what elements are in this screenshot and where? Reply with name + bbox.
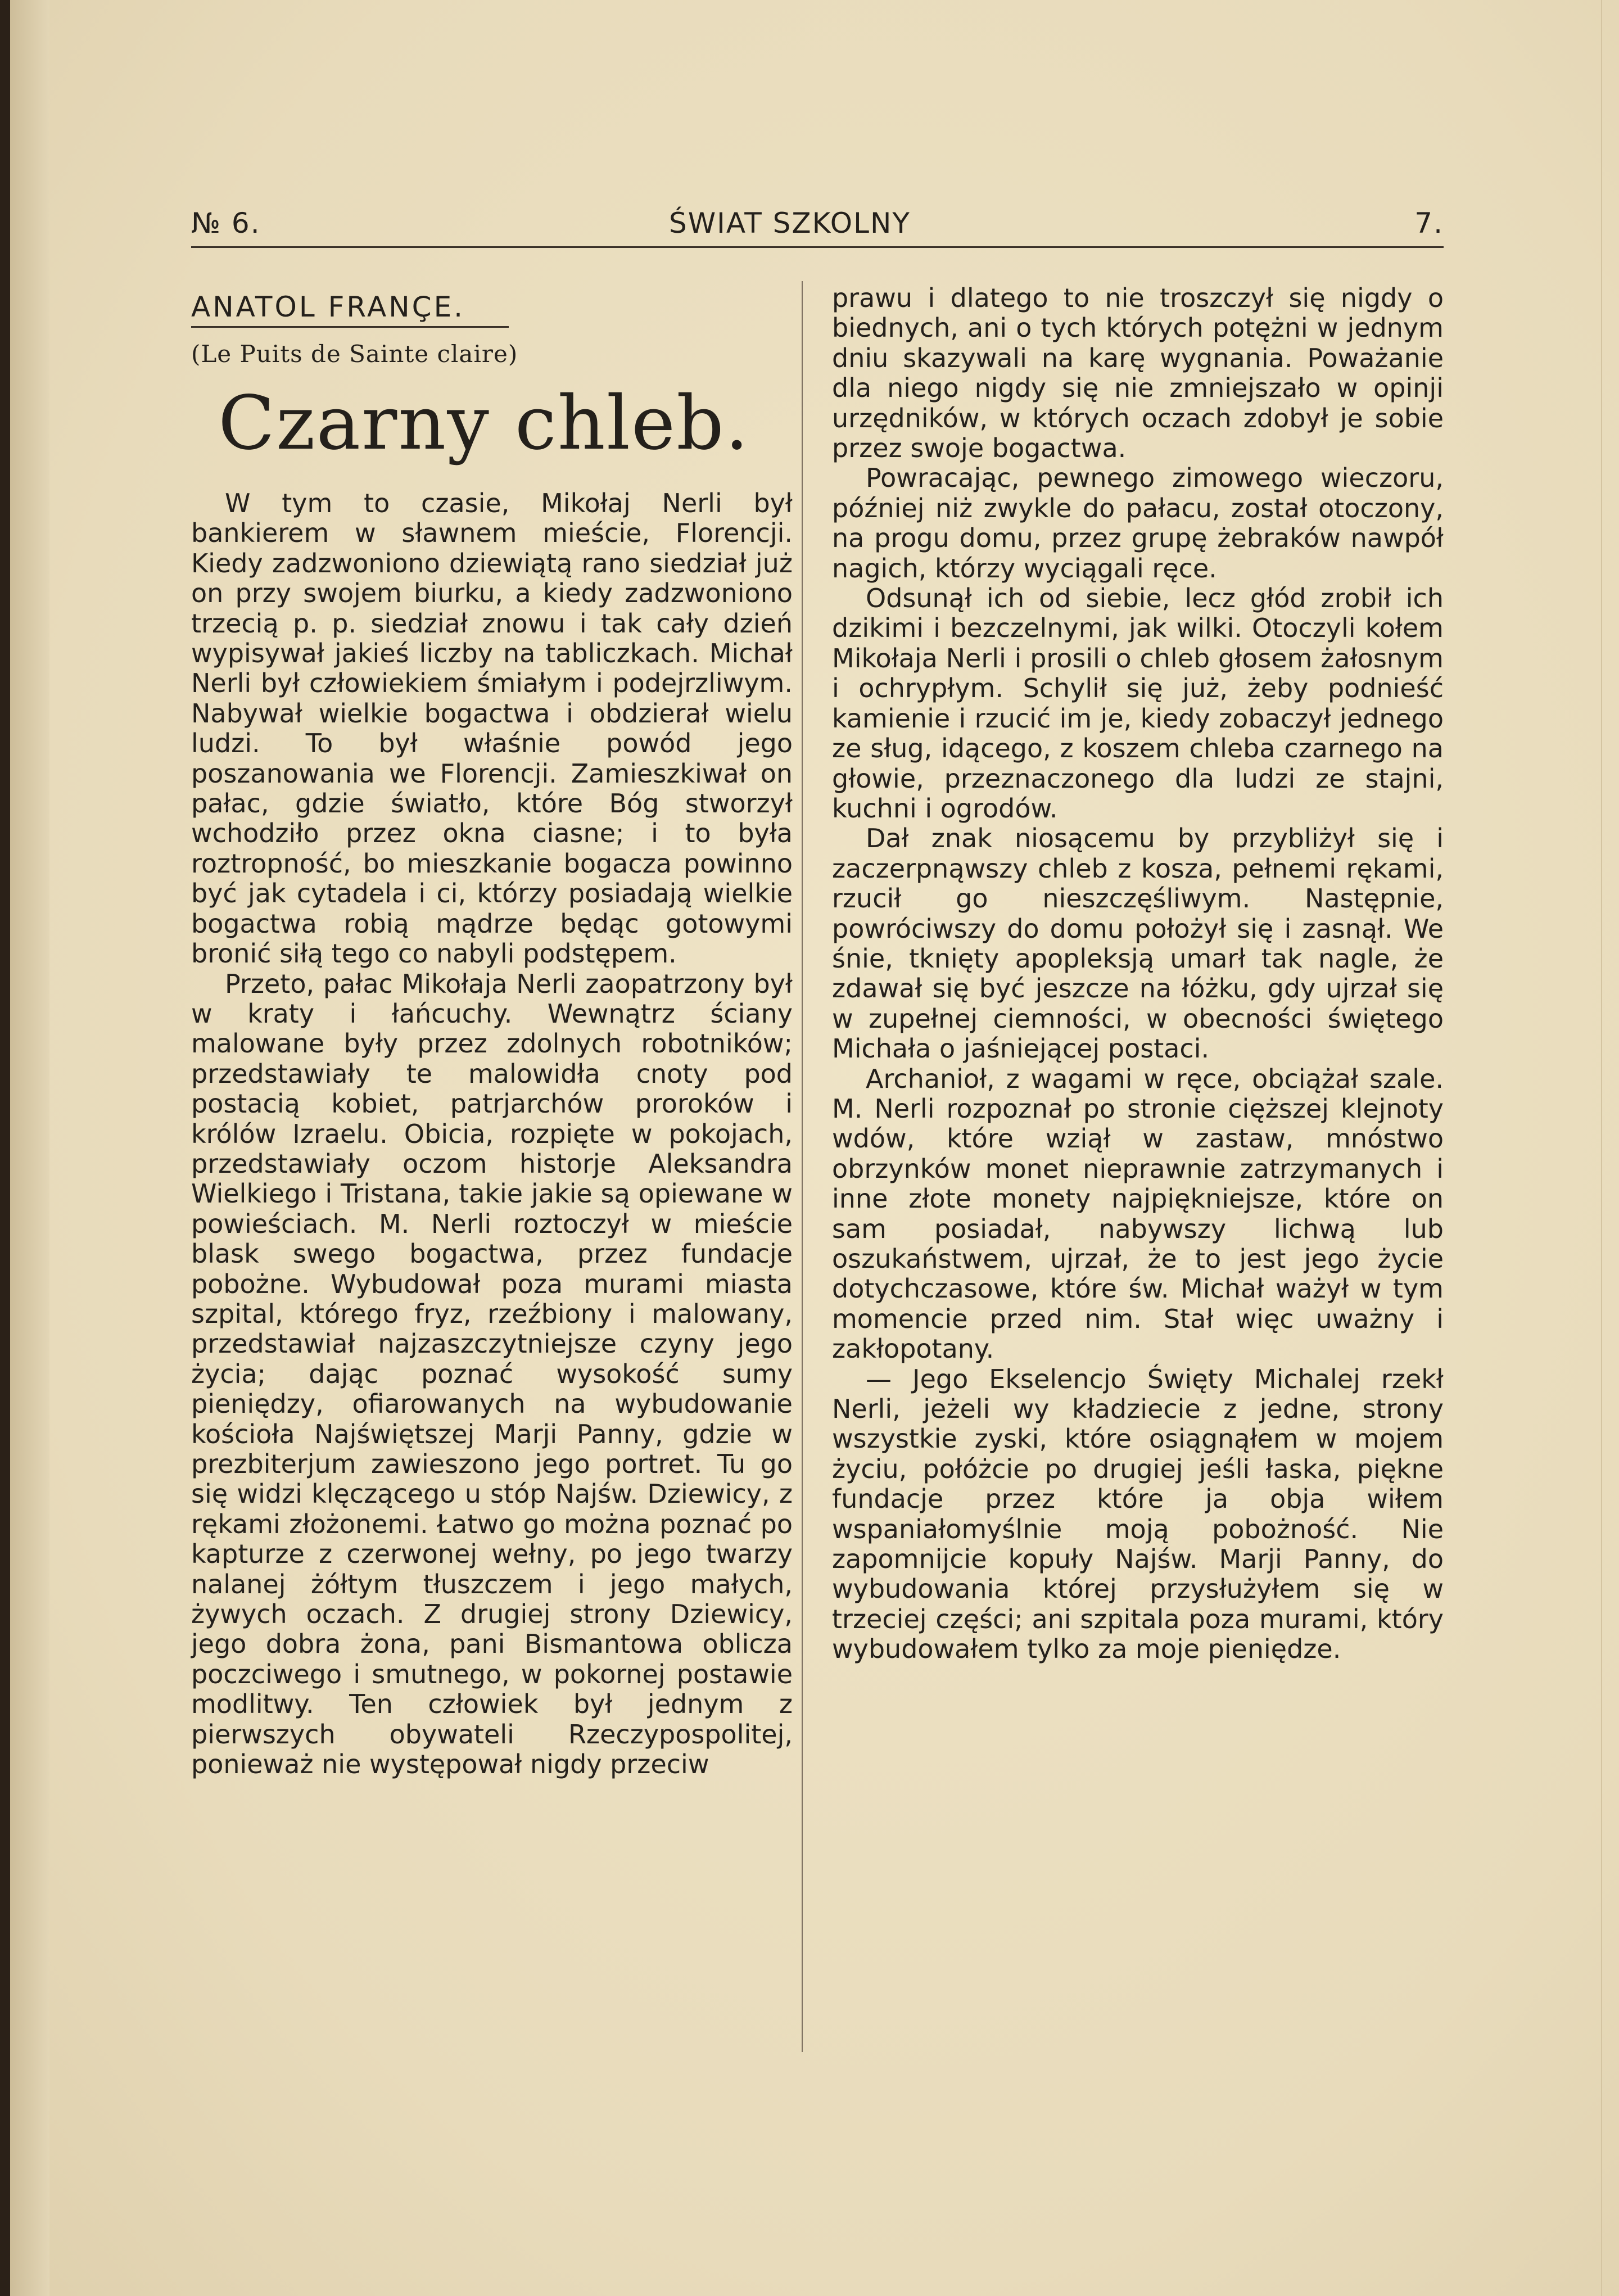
- article-source: (Le Puits de Sainte claire): [191, 340, 518, 368]
- magazine-title: ŚWIAT SZKOLNY: [669, 207, 911, 239]
- paragraph: Archanioł, z wagami w ręce, obciążał szale. M. Nerli rozpoznał po stronie cięższej klejnoty wdów, które wziął w zastaw, mnóstwo obrzynków monet nieprawnie zatrzymanych i inne złote monety najpiękniejsze, które on sam posiadał, nabywszy lichwą lub oszukaństwem, ujrzał, że to jest jego życie dotychczasowe, które św. Michał ważył w tym momencie przed nim. Stał więc uważny i zakłopotany.: [832, 1063, 1444, 1364]
- paragraph: W tym to czasie, Mikołaj Nerli był bankierem w sławnem mieście, Florencji. Kiedy zadzwoniono dziewiątą rano siedział już on przy swojem biurku, a kiedy zadzwoniono trzecią p. p. siedział znowu i tak cały dzień wypisywał jakieś liczby na tabliczkach. Michał Nerli był człowiekiem śmiałym i podejrzliwym. Nabywał wielkie bogactwa i obdzierał wielu ludzi. To był właśnie powód jego poszanowania we Florencji. Zamieszkiwał on pałac, gdzie światło, które Bóg stworzył wchodziło przez okna ciasne; i to była roztropność, bo mieszkanie bogacza powinno być jak cytadela i ci, którzy posiadają wielkie bogactwa robią mądrze będąc gotowymi bronić siłą tego co nabyli podstępem.: [191, 488, 793, 969]
- newspaper-page: [10, 0, 1619, 2296]
- paragraph: prawu i dlatego to nie troszczył się nigdy o biednych, ani o tych których potężni w jednym dniu skazywali na karę wygnania. Poważanie dla niego nigdy się nie zmniejszało w opinji urzędników, w których oczach zdobył je sobie przez swoje bogactwa.: [832, 283, 1444, 464]
- paragraph: Przeto, pałac Mikołaja Nerli zaopatrzony był w kraty i łańcuchy. Wewnątrz ściany malowane były przez zdolnych robotników; przedstawiały te malowidła cnoty pod postacią kobiet, patrjarchów proroków i królów Izraelu. Obicia, rozpięte w pokojach, przedstawiały oczom historje Aleksandra Wielkiego i Tristana, takie jakie są opiewane w powieściach. M. Nerli roztoczył w mieście blask swego bogactwa, przez fundacje pobożne. Wybudował poza murami miasta szpital, którego fryz, rzeźbiony i malowany, przedstawiał najzaszczytniejsze czyny jego życia; dając poznać wysokość sumy pieniędzy, ofiarowanych na wybudowanie kościoła Najświętszej Marji Panny, gdzie w prezbiterjum zawieszono jego portret. Tu go się widzi klęczącego u stóp Najśw. Dziewicy, z rękami złożonemi. Łatwo go można poznać po kapturze z czerwonej wełny, po jego twarzy nalanej żółtym tłuszczem i jego małych, żywych oczach. Z drugiej strony Dziewicy, jego dobra żona, pani Bismantowa oblicza poczciwego i smutnego, w pokornej postawie modlitwy. Ten człowiek był jednym z pierwszych obywateli Rzeczypospolitej, ponieważ nie występował nigdy przeciw: [191, 968, 793, 1780]
- header-rule: [191, 246, 1444, 248]
- issue-number: № 6.: [191, 207, 261, 239]
- paragraph: Odsunął ich od siebie, lecz głód zrobił ich dzikimi i bezczelnymi, jak wilki. Otoczyli kołem Mikołaja Nerli i prosili o chleb głosem żałosnym i ochrypłym. Schylił się już, żeby podnieść kamienie i rzucić im je, kiedy zobaczył jednego ze sług, idącego, z koszem chleba czarnego na głowie, przeznaczonego dla ludzi ze stajni, kuchni i ogrodów.: [832, 583, 1444, 824]
- paragraph: Dał znak niosącemu by przybliżył się i zaczerpnąwszy chleb z kosza, pełnemi rękami, rzucił go nieszczęśliwym. Następnie, powróciwszy do domu położył się i zasnął. We śnie, tknięty apopleksją umarł tak nagle, że zdawał się być jeszcze na łóżku, gdy ujrzał się w zupełnej ciemności, w obecności świętego Michała o jaśniejącej postaci.: [832, 823, 1444, 1064]
- page-edge-shadow: [10, 0, 49, 2296]
- page-header: [191, 204, 1444, 243]
- paragraph: Powracając, pewnego zimowego wieczoru, później niż zwykle do pałacu, został otoczony, na progu domu, przez grupę żebraków nawpół nagich, którzy wyciągali ręce.: [832, 463, 1444, 584]
- left-column-text: [191, 489, 793, 1779]
- column-divider: [802, 281, 803, 2052]
- article-title: Czarny chleb.: [218, 380, 750, 467]
- author-underline: [191, 326, 509, 328]
- paragraph: — Jego Ekselencjo Święty Michalej rzekł Nerli, jeżeli wy kładziecie z jedne, strony wszystkie zyski, które osiągnąłem w mojem życiu, połóżcie po drugiej jeśli łaska, piękne fundacje przez które ja obja wiłem wspaniałomyślnie moją pobożność. Nie zapomnijcie kopuły Najśw. Marji Panny, do wybudowania której przysłużyłem się w trzeciej części; ani szpitala poza murami, który wybudowałem tylko za moje pieniędze.: [832, 1363, 1444, 1665]
- right-column-text: [832, 283, 1444, 1665]
- page-number: 7.: [1414, 207, 1444, 239]
- article-author: ANATOL FRANÇE.: [191, 291, 465, 323]
- page-fold-line: [1601, 0, 1602, 2296]
